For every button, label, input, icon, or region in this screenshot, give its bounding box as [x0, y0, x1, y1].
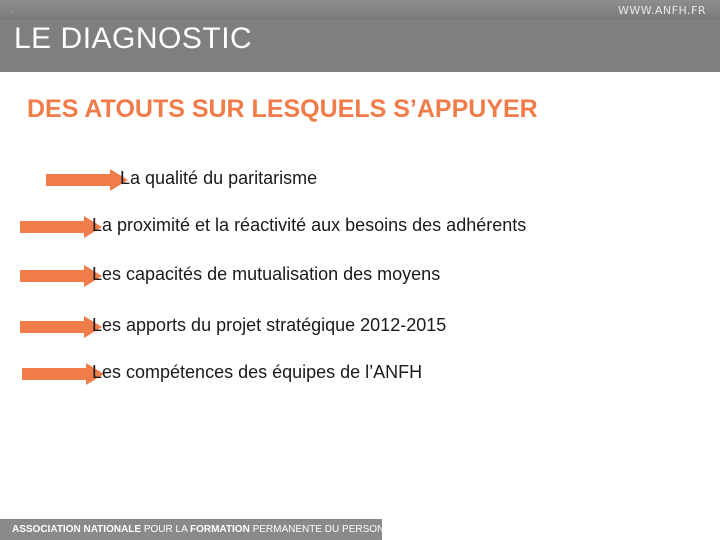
website-label: WWW.ANFH.FR	[618, 4, 706, 17]
list-item-label: La qualité du paritarisme	[120, 168, 318, 188]
list-item-label: Les apports du projet stratégique 2012-2015	[92, 315, 447, 335]
arrow-right-icon	[20, 316, 102, 338]
list-item-label: Les capacités de mutualisation des moyens	[92, 264, 441, 284]
arrow-right-icon	[20, 216, 102, 238]
title-bar	[0, 20, 720, 72]
list-item-label: Les compétences des équipes de l’ANFH	[92, 362, 423, 382]
arrow-right-icon	[20, 265, 102, 287]
footer-bar	[0, 519, 473, 540]
section-subtitle: DES ATOUTS SUR LESQUELS S’APPUYER	[27, 95, 538, 123]
arrow-right-icon	[46, 169, 128, 191]
top-bar	[0, 0, 720, 20]
footer-organization-name: ASSOCIATION NATIONALE POUR LA FORMATION PERMANENTE DU PERSONNEL HOSPITALIER	[12, 524, 473, 535]
page-title: LE DIAGNOSTIC	[14, 22, 253, 55]
corner-mark: .	[10, 6, 13, 15]
list-item-label: La proximité et la réactivité aux besoins des adhérents	[92, 215, 527, 235]
